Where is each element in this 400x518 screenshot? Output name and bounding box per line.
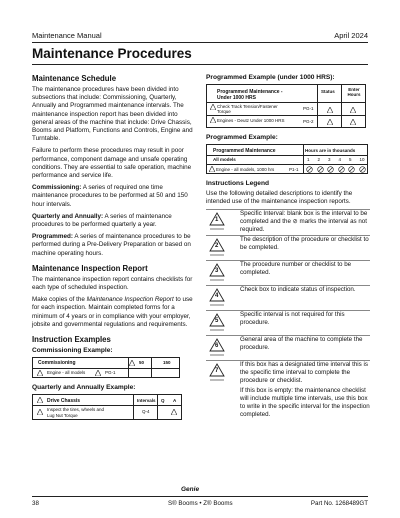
qa-form-h1: Q (161, 398, 165, 404)
page-number: 38 (32, 500, 39, 507)
instructions-legend (206, 210, 370, 385)
programmed-lead: Programmed: (32, 233, 73, 241)
warning-triangle-icon (350, 107, 356, 113)
not-required-icon (348, 166, 355, 173)
legend-number: 7 (215, 368, 219, 375)
legend-item-4 (206, 286, 370, 309)
legend-number: 2 (215, 243, 219, 250)
legend-divider (206, 260, 370, 261)
p-form-hour-1: 1 (307, 157, 310, 162)
not-required-icon (359, 166, 366, 173)
qa-form-title: Drive Chassis (47, 398, 81, 405)
legend-divider (206, 209, 370, 210)
pu-form-col (317, 85, 318, 127)
pu-form-h2: Enter Hours (347, 87, 361, 97)
footer-rule (32, 496, 368, 497)
inspection-paragraph-2 (32, 296, 194, 329)
programmed-paragraph (32, 233, 194, 258)
qa-form-h0: Intervals (137, 398, 156, 404)
p-form-hour-4: 4 (338, 157, 342, 162)
warning-triangle-icon (37, 397, 43, 403)
pu-form-h1: Status (321, 89, 335, 94)
p-form-title: Programmed Maintenance (213, 148, 276, 154)
footer-part-number: Part No. 1268489GT (310, 500, 368, 507)
warning-triangle-icon (210, 104, 216, 110)
header-date: April 2024 (334, 31, 368, 40)
legend-text: The description of the procedure or checklist to be completed. (240, 236, 369, 252)
not-required-icon (317, 166, 324, 173)
p-form-col (303, 145, 304, 173)
legend-divider (206, 335, 370, 336)
legend-intro: Use the following detailed descriptions to identify the intended use of the maintenance inspection reports. (206, 190, 353, 206)
pu-form-r1code: PG-1 (303, 106, 314, 111)
p-form-row: Engine - all models, 1000 hrs (216, 167, 275, 172)
inspection-p2-pre: Make copies of the (32, 296, 87, 304)
inspection-report-name: Maintenance Inspection Report (86, 296, 174, 304)
commissioning-body: A series of required one time maintenance procedures to be performed at 50 and 150 hour intervals. (32, 184, 188, 208)
pu-form-title1: Programmed Maintenance - (217, 89, 283, 95)
legend-divider (206, 360, 370, 361)
inspection-p2-post: to use for each inspection. Maintain completed forms for a minimum of 4 years or in compliance with your employer, jobsite and governmental regulations and requirements. (32, 296, 193, 328)
legend-text: Specific interval is not required for this procedure. (240, 311, 345, 327)
warning-triangle-icon (209, 166, 215, 172)
header-manual-title: Maintenance Manual (32, 31, 102, 40)
pu-form-divider (207, 102, 365, 103)
inspection-heading: Maintenance Inspection Report (32, 263, 148, 273)
title-rule (32, 64, 368, 65)
p-form-hours: Hours are in thousands (305, 148, 356, 153)
p-form-hour-2: 2 (317, 157, 321, 162)
comm-form-row: Engine - all models (47, 370, 86, 376)
header-rule (32, 42, 368, 43)
legend-divider (206, 310, 370, 311)
quarterly-paragraph (32, 213, 194, 229)
commissioning-lead: Commissioning: (32, 184, 82, 192)
pu-form-r2code: PG-2 (303, 119, 314, 124)
programmed-under-heading: Programmed Example (under 1000 HRS): (206, 74, 335, 81)
legend-divider (206, 285, 370, 286)
commissioning-example-form (32, 357, 180, 378)
legend-heading: Instructions Legend (206, 180, 270, 187)
qa-form-code: Q-4 (142, 409, 150, 415)
comm-form-col (151, 358, 152, 377)
legend-number: 3 (215, 268, 219, 275)
legend-text: If this box has a designated time interval this is the specific time interval to complete the procedure or checklist. (240, 361, 368, 385)
comm-form-divider (33, 368, 179, 369)
inspection-paragraph-1: The maintenance inspection report contains checklists for each type of scheduled inspection. (32, 275, 193, 292)
legend-text: General area of the machine to complete the procedure. (240, 336, 363, 352)
warning-triangle-icon (327, 107, 333, 113)
programmed-heading: Programmed Example: (206, 134, 278, 141)
quarterly-example-form (32, 394, 182, 420)
not-required-icon (338, 166, 345, 173)
right-column (206, 70, 370, 423)
pu-form-title2: Under 1000 HRS (217, 95, 256, 101)
p-form-divider (207, 155, 367, 156)
pu-form-col (341, 85, 342, 127)
p-form-hour-5: 5 (349, 157, 352, 162)
p-form-divider (207, 164, 367, 165)
legend-divider (206, 235, 370, 236)
quarterly-lead: Quarterly and Annually: (32, 212, 104, 220)
legend-text: The procedure number or checklist to be completed. (240, 261, 352, 277)
pu-form-r2: Engines - Deutz Under 1000 HRS (217, 118, 285, 123)
programmed-body: A series of maintenance procedures to be performed during a Pre-Delivery Preparation or based on machine operating hours. (32, 233, 191, 257)
schedule-paragraph-2: Failure to perform these procedures may result in poor performance, component damage and unsafe operating conditions. They are essential to safe operation, machine performance and service life. (32, 147, 192, 180)
qa-form-h2: A (173, 398, 177, 404)
legend-text: Specific Interval: blank box is the interval to be completed and the ⊘ marks the interval as not required. (240, 210, 368, 234)
legend-text: Check box to indicate status of inspection. (240, 286, 356, 294)
warning-triangle-icon (95, 370, 101, 376)
legend-number: 5 (215, 318, 219, 325)
warning-triangle-icon (37, 370, 43, 376)
pu-form-r1: Check Track Tension/Fastener Torque (217, 104, 278, 114)
p-form-sub: All models (213, 157, 236, 162)
warning-triangle-icon (210, 117, 216, 123)
programmed-form (206, 144, 368, 174)
legend-item-2 (206, 236, 370, 259)
not-required-icon (306, 166, 313, 173)
warning-triangle-icon (350, 119, 356, 125)
programmed-under-form (206, 84, 366, 128)
legend-number: 1 (215, 217, 219, 224)
commissioning-paragraph (32, 184, 194, 209)
legend-item-6 (206, 336, 370, 359)
legend-item-5 (206, 311, 370, 334)
comm-form-title: Commissioning (38, 360, 76, 367)
warning-triangle-icon (327, 119, 333, 125)
footer-models: S® Booms • Z® Booms (168, 500, 233, 507)
comm-form-code: PG-1 (105, 370, 116, 376)
qa-form-row2: Lug Nut Torque (47, 413, 78, 419)
genie-logo: Genie (181, 486, 200, 493)
schedule-paragraph-1: The maintenance procedures have been divided into subsections that include: Commissioning, Quarterly, Annually and Programmed maintenance intervals. The maintenance inspection report has been divided into general areas of the machine that include: Drive Chassis, Booms and Platform, Functions and Controls, Engine and Turntable. (32, 86, 193, 143)
legend-item-3 (206, 261, 370, 284)
qa-form-row1: Inspect the tires, wheels and (47, 407, 105, 413)
p-form-hour-10: 10 (359, 157, 365, 162)
p-form-hour-3: 3 (328, 157, 331, 162)
legend-extra: If this box is empty: the maintenance checklist will include multiple time intervals, use this box to write in the specific interval for the inspection completed. (240, 387, 370, 419)
p-form-code: P1-1 (289, 167, 299, 172)
qa-form-col (157, 395, 158, 419)
warning-triangle-icon (171, 409, 177, 415)
commissioning-example-label: Commissioning Example: (32, 347, 113, 355)
quarterly-example-label: Quarterly and Annually Example: (32, 384, 136, 392)
quarterly-body: A series of maintenance procedures to be performed quarterly a year. (32, 212, 172, 229)
pu-form-divider (207, 115, 365, 116)
legend-item-1 (206, 210, 370, 234)
page-title: Maintenance Procedures (32, 46, 192, 61)
legend-number: 4 (215, 293, 219, 300)
comm-form-h1: 50 (139, 360, 145, 366)
warning-triangle-icon (129, 360, 135, 366)
schedule-heading: Maintenance Schedule (32, 74, 117, 83)
qa-form-divider (33, 405, 181, 406)
not-required-icon (327, 166, 334, 173)
examples-heading: Instruction Examples (32, 335, 111, 345)
legend-number: 6 (215, 343, 219, 350)
left-column (32, 70, 194, 420)
comm-form-h2: 150 (163, 360, 171, 366)
qa-form-col (133, 395, 134, 419)
legend-item-7 (206, 361, 370, 385)
warning-triangle-icon (37, 409, 43, 415)
